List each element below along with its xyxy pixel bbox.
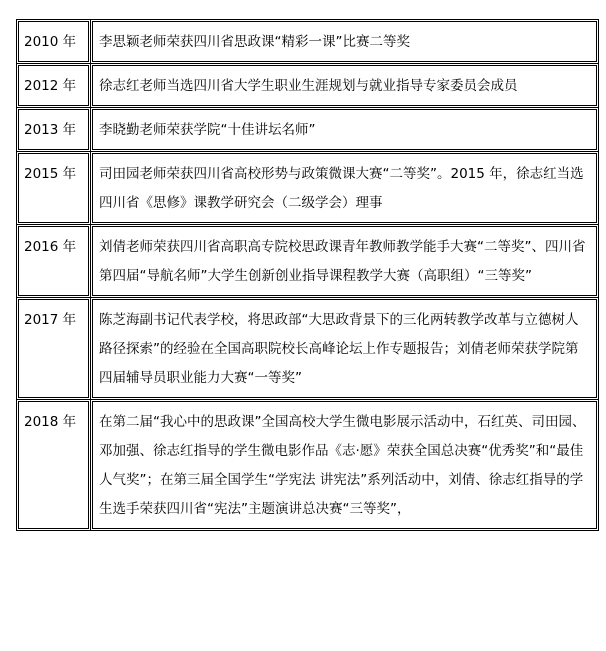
description-cell: 李晓勤老师荣获学院“十佳讲坛名师” — [91, 108, 599, 152]
year-cell: 2018 年 — [17, 400, 91, 531]
description-cell: 徐志红老师当选四川省大学生职业生涯规划与就业指导专家委员会成员 — [91, 64, 599, 108]
description-cell: 李思颖老师荣获四川省思政课“精彩一课”比赛二等奖 — [91, 20, 599, 64]
year-cell: 2013 年 — [17, 108, 91, 152]
description-cell: 在第二届“我心中的思政课”全国高校大学生微电影展示活动中，石红英、司田园、邓加强、徐志红指导的学生微电影作品《志·愿》荣获全国总决赛“优秀奖”和“最佳人气奖”；在第三届全国学生“学宪法 讲宪法”系列活动中，刘倩、徐志红指导的学生选手荣获四川省“宪法”主题演讲总决赛“三等奖”， — [91, 400, 599, 531]
year-cell: 2012 年 — [17, 64, 91, 108]
table-row — [17, 225, 599, 298]
year-cell: 2010 年 — [17, 20, 91, 64]
description-cell: 陈芝海副书记代表学校，将思政部“大思政背景下的三化两转教学改革与立德树人路径探索”的经验在全国高职院校长高峰论坛上作专题报告；刘倩老师荣获学院第四届辅导员职业能力大赛“一等奖” — [91, 298, 599, 400]
description-cell: 司田园老师荣获四川省高校形势与政策微课大赛“二等奖”。2015 年，徐志红当选四川省《思修》课教学研究会（二级学会）理事 — [91, 152, 599, 225]
awards-table — [16, 19, 599, 531]
table-row — [17, 298, 599, 400]
table-row — [17, 152, 599, 225]
year-cell: 2015 年 — [17, 152, 91, 225]
table-row — [17, 64, 599, 108]
table-row — [17, 20, 599, 64]
year-cell: 2016 年 — [17, 225, 91, 298]
table-row — [17, 400, 599, 531]
year-cell: 2017 年 — [17, 298, 91, 400]
description-cell: 刘倩老师荣获四川省高职高专院校思政课青年教师教学能手大赛“二等奖”、四川省第四届“导航名师”大学生创新创业指导课程教学大赛（高职组）“三等奖” — [91, 225, 599, 298]
table-row — [17, 108, 599, 152]
